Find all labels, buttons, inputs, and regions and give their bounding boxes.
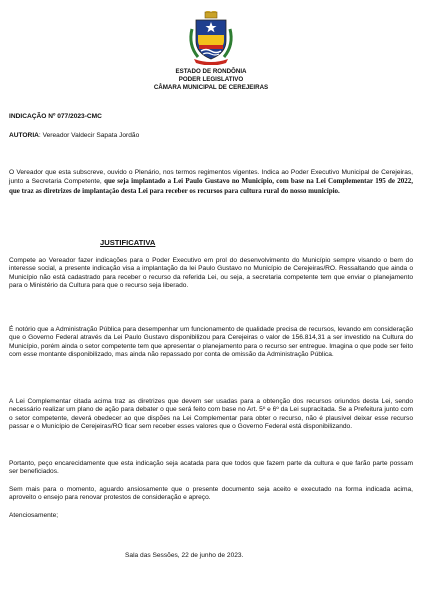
intro-paragraph bbox=[9, 169, 413, 196]
intro-text: O Vereador que esta subscreve, ouvido o Plenário, nos termos regimentos vigentes. Indica ao Poder Executivo Municipal de Cerejeiras, junto a Secretaria Competente, bbox=[9, 169, 413, 186]
rondonia-coat-of-arms-icon bbox=[186, 11, 236, 65]
indicacao-number: INDICAÇÃO Nº 077/2023-CMC bbox=[9, 113, 102, 120]
letterhead bbox=[0, 68, 422, 92]
header-branch: PODER LEGISLATIVO bbox=[178, 76, 244, 83]
autoria-label: AUTORIA bbox=[9, 132, 39, 139]
justificativa-paragraph-2: É notório que a Administração Pública para desempenhar um funcionamento de qualidade precisa de recursos, levando em consideração que o Governo Federal através da Lei Paulo Gustavo disponibilizou para Cerejeiras o valor de 156.814,31 a ser investido na Cultura do Município, porém ainda o setor competente tem que apresentar o planejamento para o recurso ser entregue. Imagina o que pode ser feito com esse montante disponibilizado, mas ainda não repassado por conta de omissão da Administração Pública. bbox=[9, 326, 413, 359]
justificativa-title: JUSTIFICATIVA bbox=[100, 238, 156, 247]
justificativa-paragraph-4: Portanto, peço encarecidamente que esta indicação seja acatada para que todos que fazem parte da cultura e que farão parte possam ser beneficiados. bbox=[9, 460, 413, 476]
header-chamber: CÂMARA MUNICIPAL DE CEREJEIRAS bbox=[153, 84, 269, 91]
closing-date: Sala das Sessões, 22 de junho de 2023. bbox=[125, 552, 244, 559]
atenciosamente: Atenciosamente; bbox=[9, 512, 59, 519]
autoria-value: : Vereador Valdecir Sapata Jordão bbox=[38, 132, 140, 139]
intro-bold-text: que seja implantado a Lei Paulo Gustavo no Município, com base na Lei Complementar 195 de 2022, que traz as diretrizes de implantação desta Lei para receber os recursos para cultura rural do nosso município. bbox=[9, 177, 413, 195]
justificativa-paragraph-5: Sem mais para o momento, aguardo ansiosamente que o presente documento seja aceito e executado na forma indicada acima, aproveito o ensejo para renovar protestos de consideração e apreço. bbox=[9, 486, 413, 502]
justificativa-paragraph-3: A Lei Complementar citada acima traz as diretrizes que devem ser usadas para a obtenção dos recursos oriundos desta Lei, sendo necessário realizar um plano de ação para debater o que será feito com base no Art. 5º e 6º da Lei supracitada. Se a Prefeitura junto com o setor competente, deverá obedecer ao que dispões na Lei Complementar para obter o recurso, não é plausível deixar esse recurso passar e o Município de Cerejeiras/RO ficar sem receber esses valores que o Governo Federal está disponibilizando. bbox=[9, 398, 413, 431]
header-state: ESTADO DE RONDÔNIA bbox=[175, 68, 247, 75]
autoria-line bbox=[9, 132, 139, 139]
justificativa-paragraph-1: Compete ao Vereador fazer indicações para o Poder Executivo em prol do desenvolvimento do Município sempre visando o bem do interesse social, a presente indicação visa a implantação da lei Paulo Gustavo no Município de Cerejeiras/RO. Ressaltando que ainda o Município não está cadastrado para receber o recurso da referida Lei, ou seja, a secretaria competente tem que enviar o planejamento para o Ministério da Cultura para que o recurso seja liberado. bbox=[9, 257, 413, 290]
